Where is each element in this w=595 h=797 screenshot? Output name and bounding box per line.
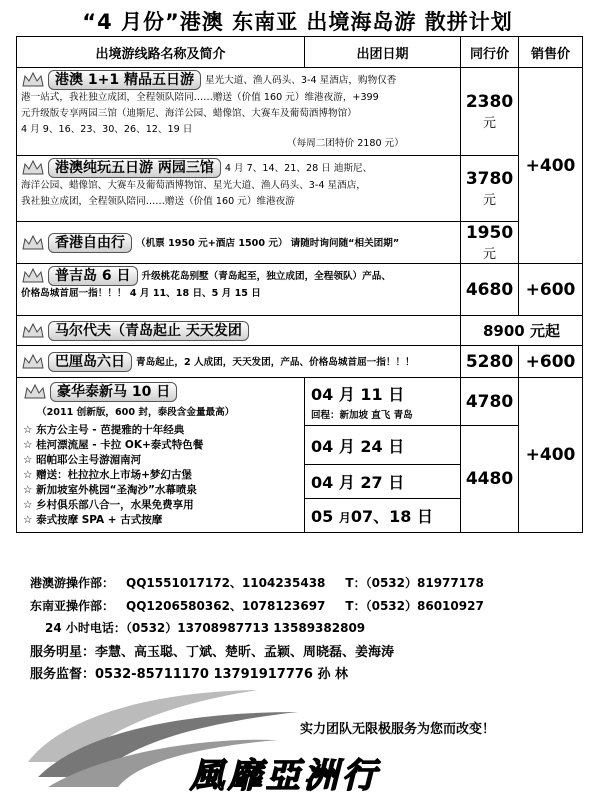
route-desc bbox=[17, 222, 461, 264]
feature-item: ☆ 新加坡室外桃园“圣淘沙”水幕喷泉 bbox=[23, 484, 197, 496]
route-sub: （2011 创新版，600 封，泰段含金量最高） bbox=[37, 407, 235, 418]
route-desc bbox=[17, 264, 461, 316]
header-peer-price: 同行价 bbox=[461, 37, 519, 68]
route-name: 普吉岛 6 日 bbox=[48, 266, 138, 286]
brand-name: 風靡亞洲行 bbox=[190, 756, 380, 796]
peer-price: 4780 bbox=[461, 378, 519, 426]
route-text: 请随时询问随“相关团期” bbox=[290, 237, 400, 249]
route-text: 我社独立成团，全程领队陪同……赠送（价值 160 元）维港夜游 bbox=[21, 196, 295, 207]
peer-price: 1950 元 bbox=[461, 222, 519, 264]
slogan: 实力团队无限极服务为您而改变！ bbox=[300, 722, 496, 737]
peer-price: 5280 bbox=[461, 346, 519, 378]
route-name: 巴厘岛六日 bbox=[48, 352, 132, 372]
route-text: 青岛起止，2 人成团，天天发团，产品、价格岛城首屈一指！！！ bbox=[136, 356, 415, 368]
route-row-hk-macau-1 bbox=[17, 68, 583, 156]
crown-icon bbox=[21, 322, 45, 340]
route-row-maldives bbox=[17, 316, 583, 346]
route-name: 豪华泰新马 10 日 bbox=[50, 382, 177, 402]
return-route: 回程：新加坡 直飞 青岛 bbox=[311, 410, 413, 421]
contact-hk: 港澳游操作部： QQ1551017172、1104235438 T：（0532）81977178 bbox=[30, 576, 484, 590]
crown-icon bbox=[21, 71, 45, 89]
feature-item: ☆ 桂河漂流屋 - 卡拉 OK+泰式特色餐 bbox=[23, 439, 204, 451]
crown-icon bbox=[21, 159, 45, 177]
route-text: 价格岛城首屈一指！！！ 4 月 11、18 日、5 月 15 日 bbox=[21, 288, 261, 299]
route-name: 港澳纯玩五日游 两园三馆 bbox=[48, 158, 221, 178]
peer-price: 8900 元起 bbox=[461, 316, 583, 346]
sale-price: +600 bbox=[519, 264, 583, 316]
route-sub: （机票 1950 元+酒店 1500 元） bbox=[136, 237, 288, 249]
sale-price: +400 bbox=[519, 378, 583, 533]
route-desc bbox=[17, 316, 461, 346]
crown-icon bbox=[21, 353, 45, 371]
route-name: 香港自由行 bbox=[48, 233, 132, 253]
crown-icon bbox=[23, 383, 47, 401]
route-row-thai-sg-my-1 bbox=[17, 378, 583, 426]
feature-list bbox=[23, 423, 298, 528]
crown-icon bbox=[21, 234, 45, 252]
route-text: 海洋公园、蜡像馆、大赛车及葡萄酒博物馆、星光大道、渔人码头、3-4 星酒店， bbox=[21, 180, 366, 191]
departure-date: 04 月 11 日 回程：新加坡 直飞 青岛 bbox=[305, 378, 461, 426]
header-date: 出团日期 bbox=[305, 37, 461, 68]
route-text: 升级桃花岛别墅（青岛起至，独立成团，全程领队）产品、 bbox=[141, 271, 391, 282]
route-row-hk-free bbox=[17, 222, 583, 264]
hotline: 24 小时电话：（0532）13708987713 13589382809 bbox=[45, 621, 366, 635]
departure-date: 04 月 27 日 bbox=[305, 465, 461, 499]
special-note: （每周二团特价 2180 元） bbox=[287, 138, 404, 149]
sale-price: +400 bbox=[519, 68, 583, 264]
feature-item: ☆ 乡村俱乐部八合一，水果免费享用 bbox=[23, 499, 194, 511]
page-title: “4 月份”港澳 东南亚 出境海岛游 散拼计划 bbox=[82, 10, 513, 34]
route-name: 马尔代夫（青岛起止 天天发团 bbox=[48, 321, 249, 341]
header-row bbox=[17, 37, 583, 68]
route-text: 港一站式，我社独立成团，全程领队陪同……赠送（价值 160 元）维港夜游，+399 bbox=[21, 92, 379, 103]
route-desc bbox=[17, 378, 305, 533]
departure-date: 04 月 24 日 bbox=[305, 426, 461, 465]
feature-item: ☆ 昭帕耶公主号游湄南河 bbox=[23, 454, 142, 466]
service-supervise: 服务监督：0532-85711170 13791917776 孙 林 bbox=[30, 667, 349, 682]
peer-price: 4480 bbox=[461, 426, 519, 533]
route-text: 元升级版专享两园三馆（迪斯尼、海洋公园、蜡像馆、大赛车及葡萄酒博物馆） bbox=[21, 108, 357, 119]
route-desc bbox=[17, 68, 461, 156]
route-text: 星光大道、渔人码头、3-4 星酒店，购物仅香 bbox=[204, 75, 397, 86]
route-row-bali bbox=[17, 346, 583, 378]
service-stars: 服务明星：李慧、高玉聪、丁斌、楚昕、孟颖、周晓磊、姜海涛 bbox=[30, 645, 395, 660]
route-desc bbox=[17, 156, 461, 222]
feature-item: ☆ 泰式按摩 SPA + 古式按摩 bbox=[23, 514, 163, 526]
feature-item: ☆ 东方公主号 - 芭提雅的十年经典 bbox=[23, 424, 185, 436]
peer-price: 2380 元 bbox=[461, 68, 519, 156]
route-row-phuket bbox=[17, 264, 583, 316]
header-sale-price: 销售价 bbox=[519, 37, 583, 68]
contact-sea: 东南亚操作部： QQ1206580362、1078123697 T：（0532）86010927 bbox=[30, 599, 484, 613]
route-row-hk-macau-2 bbox=[17, 156, 583, 222]
peer-price: 4680 bbox=[461, 264, 519, 316]
sale-price: +600 bbox=[519, 346, 583, 378]
peer-price: 3780 元 bbox=[461, 156, 519, 222]
header-route: 出境游线路名称及简介 bbox=[17, 37, 305, 68]
route-name: 港澳 1+1 精品五日游 bbox=[48, 70, 201, 90]
feature-item: ☆ 赠送：杜拉拉水上市场+梦幻古堡 bbox=[23, 469, 192, 481]
itinerary-table bbox=[16, 36, 583, 533]
departure-date: 05 月07、18 日 bbox=[305, 499, 461, 533]
crown-icon bbox=[21, 267, 45, 285]
route-dates: 4 月 9、16、23、30、26、12、19 日 bbox=[21, 124, 193, 135]
route-desc bbox=[17, 346, 461, 378]
route-dates: 4 月 7、14、21、28 日 迪斯尼、 bbox=[224, 163, 373, 174]
